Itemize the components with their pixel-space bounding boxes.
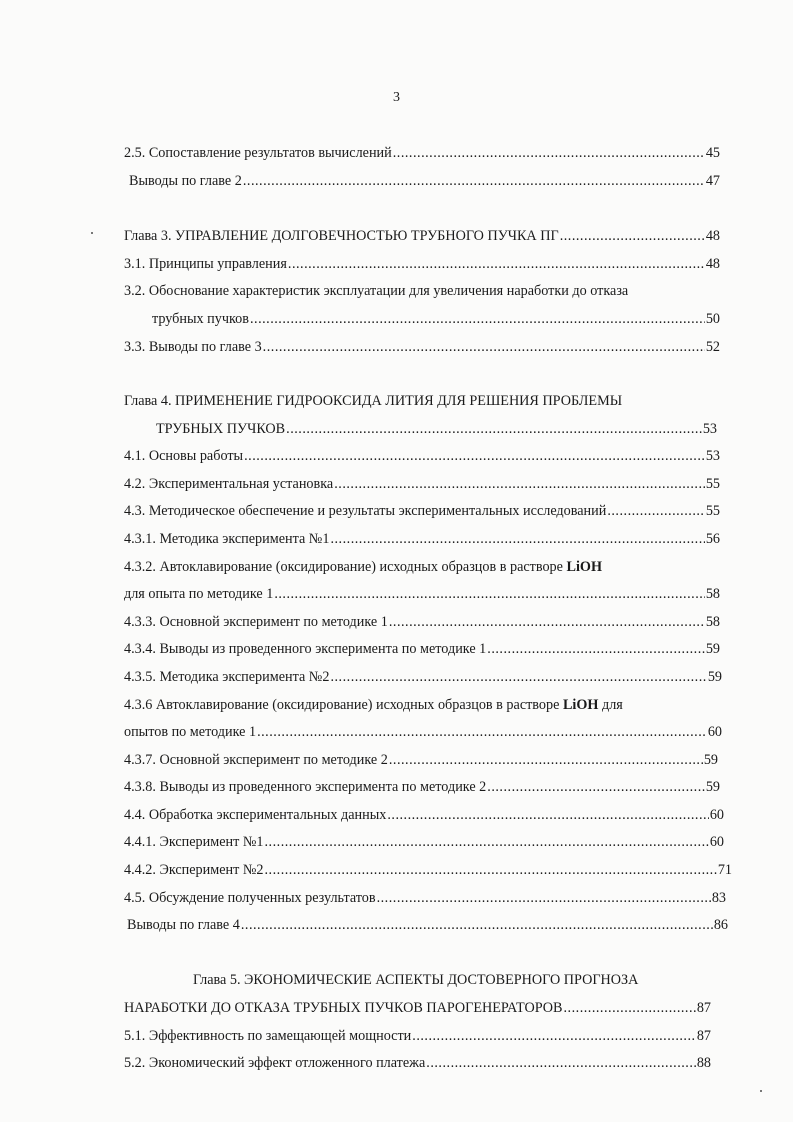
- toc-label: 4.2. Экспериментальная установка: [124, 476, 334, 492]
- toc-entry-4-4-2[interactable]: [124, 861, 732, 879]
- toc-label: Выводы по главе 4: [127, 917, 240, 933]
- toc-entry-4-3-2-line2[interactable]: [124, 585, 720, 603]
- toc-label: 3.3. Выводы по главе 3: [124, 339, 262, 355]
- toc-label-end: для: [601, 697, 623, 713]
- toc-entry-4-3-6-line2[interactable]: [124, 723, 722, 741]
- toc-entry-3-3[interactable]: [124, 338, 720, 356]
- toc-page: 86: [713, 917, 728, 933]
- toc-page: 71: [717, 862, 732, 878]
- toc-label: 4.4. Обработка экспериментальных данных: [124, 807, 387, 823]
- toc-leader: [257, 723, 707, 741]
- toc-entry-chapter-5-line2[interactable]: [124, 999, 711, 1017]
- toc-page: 55: [705, 476, 720, 492]
- toc-entry-4-3-5[interactable]: [124, 668, 722, 686]
- toc-label: 4.1. Основы работы: [124, 448, 244, 464]
- toc-page: 53: [705, 448, 720, 464]
- toc-leader: [288, 255, 705, 273]
- toc-leader: [334, 475, 705, 493]
- toc-page: 60: [709, 807, 724, 823]
- toc-entry-4-3-3[interactable]: [124, 613, 720, 631]
- toc-entry-4-3-1[interactable]: [124, 530, 720, 548]
- toc-leader: [263, 338, 705, 356]
- toc-page: 55: [705, 503, 720, 519]
- toc-leader: [265, 861, 717, 879]
- toc-leader: [241, 916, 713, 934]
- toc-page: 59: [703, 752, 718, 768]
- toc-label: ТРУБНЫХ ПУЧКОВ: [156, 421, 286, 437]
- toc-label: для опыта по методике 1: [124, 586, 274, 602]
- toc-entry-5-2[interactable]: [124, 1054, 711, 1072]
- toc-page: 58: [705, 614, 720, 630]
- toc-page: 88: [696, 1055, 711, 1071]
- chemical-formula: LiOH: [562, 697, 599, 713]
- toc-leader: [265, 833, 709, 851]
- toc-page: 45: [705, 145, 720, 161]
- toc-page: 47: [705, 173, 720, 189]
- toc-entry-4-4-1[interactable]: [124, 833, 724, 851]
- toc-entry-4-3-6-line1[interactable]: [124, 696, 623, 714]
- toc-leader: [377, 889, 711, 907]
- toc-leader: [412, 1027, 696, 1045]
- toc-page: 60: [707, 724, 722, 740]
- toc-leader: [250, 310, 705, 328]
- toc-entry-4-3-2-line1[interactable]: [124, 558, 602, 576]
- toc-entry-3-1[interactable]: [124, 255, 720, 273]
- toc-label: трубных пучков: [152, 311, 249, 327]
- toc-page: 58: [705, 586, 720, 602]
- toc-page: 59: [705, 779, 720, 795]
- toc-label: 4.4.2. Эксперимент №2: [124, 862, 264, 878]
- toc-page: 50: [705, 311, 720, 327]
- toc-page: 56: [705, 531, 720, 547]
- scan-speck: [91, 232, 93, 234]
- toc-entry-3-2-line1[interactable]: 3.2. Обоснование характеристик эксплуатации для увеличения наработки до отказа: [124, 283, 629, 299]
- toc-entry-4-3-7[interactable]: [124, 751, 718, 769]
- toc-page: 87: [696, 1000, 711, 1016]
- toc-label: 4.3. Методическое обеспечение и результаты экспериментальных исследований: [124, 503, 607, 519]
- toc-page: 48: [705, 228, 720, 244]
- toc-label: НАРАБОТКИ ДО ОТКАЗА ТРУБНЫХ ПУЧКОВ ПАРОГЕНЕРАТОРОВ: [124, 1000, 563, 1016]
- toc-leader: [244, 447, 705, 465]
- toc-label: 4.3.7. Основной эксперимент по методике 2: [124, 752, 388, 768]
- toc-page: 59: [707, 669, 722, 685]
- toc-entry-chapter-4-line1[interactable]: Глава 4. ПРИМЕНЕНИЕ ГИДРООКСИДА ЛИТИЯ ДЛЯ РЕШЕНИЯ ПРОБЛЕМЫ: [124, 393, 623, 409]
- toc-label: 4.3.4. Выводы из проведенного эксперимента по методике 1: [124, 641, 487, 657]
- toc-entry-4-3-4[interactable]: [124, 640, 720, 658]
- toc-label: Глава 3. УПРАВЛЕНИЕ ДОЛГОВЕЧНОСТЬЮ ТРУБНОГО ПУЧКА ПГ: [124, 228, 559, 244]
- toc-leader: [560, 227, 705, 245]
- toc-entry-4-3-8[interactable]: [124, 778, 720, 796]
- chemical-formula: LiOH: [566, 559, 602, 575]
- toc-page: 87: [696, 1028, 711, 1044]
- toc-entry-2-5[interactable]: [124, 144, 720, 162]
- toc-label: 4.3.1. Методика эксперимента №1: [124, 531, 330, 547]
- toc-entry-conclusions-ch2[interactable]: [129, 172, 720, 190]
- toc-entry-5-1[interactable]: [124, 1027, 711, 1045]
- page-number: 3: [393, 90, 400, 105]
- toc-leader: [487, 778, 705, 796]
- toc-leader: [387, 806, 708, 824]
- toc-label: 3.1. Принципы управления: [124, 256, 287, 272]
- toc-label: Выводы по главе 2: [129, 173, 242, 189]
- toc-leader: [286, 420, 702, 438]
- toc-entry-4-4[interactable]: [124, 806, 724, 824]
- toc-leader: [274, 585, 705, 603]
- toc-leader: [426, 1054, 696, 1072]
- toc-label: 4.4.1. Эксперимент №1: [124, 834, 264, 850]
- toc-page: 83: [711, 890, 726, 906]
- toc-entry-4-1[interactable]: [124, 447, 720, 465]
- toc-page: 59: [705, 641, 720, 657]
- toc-leader: [607, 502, 704, 520]
- toc-page: 48: [705, 256, 720, 272]
- toc-page: 60: [709, 834, 724, 850]
- toc-leader: [393, 144, 705, 162]
- toc-page: 52: [705, 339, 720, 355]
- toc-entry-chapter-5-line1[interactable]: Глава 5. ЭКОНОМИЧЕСКИЕ АСПЕКТЫ ДОСТОВЕРНОГО ПРОГНОЗА: [193, 972, 639, 988]
- toc-leader: [243, 172, 705, 190]
- toc-leader: [564, 999, 696, 1017]
- toc-entry-4-2[interactable]: [124, 475, 720, 493]
- toc-entry-4-5[interactable]: [124, 889, 726, 907]
- toc-entry-chapter-3[interactable]: [124, 227, 720, 245]
- toc-label: 4.3.5. Методика эксперимента №2: [124, 669, 330, 685]
- toc-leader: [389, 613, 705, 631]
- toc-entry-3-2-line2[interactable]: [152, 310, 720, 328]
- toc-label: 4.5. Обсуждение полученных результатов: [124, 890, 376, 906]
- scan-speck: [760, 1090, 762, 1092]
- toc-leader: [487, 640, 705, 658]
- toc-label: 5.1. Эффективность по замещающей мощности: [124, 1028, 412, 1044]
- toc-label: 5.2. Экономический эффект отложенного платежа: [124, 1055, 426, 1071]
- toc-label: 4.3.3. Основной эксперимент по методике 1: [124, 614, 388, 630]
- toc-leader: [330, 668, 706, 686]
- toc-label: 2.5. Сопоставление результатов вычислений: [124, 145, 392, 161]
- toc-label: 4.3.2. Автоклавирование (оксидирование) исходных образцов в растворе: [124, 559, 563, 575]
- toc-label: опытов по методике 1: [124, 724, 257, 740]
- toc-page: 53: [702, 421, 717, 437]
- toc-label: 4.3.6 Автоклавирование (оксидирование) исходных образцов в растворе: [124, 697, 560, 713]
- toc-label: 4.3.8. Выводы из проведенного эксперимента по методике 2: [124, 779, 487, 795]
- toc-entry-chapter-4-line2[interactable]: [156, 420, 717, 438]
- toc-leader: [330, 530, 704, 548]
- toc-entry-4-3[interactable]: [124, 502, 720, 520]
- toc-leader: [389, 751, 703, 769]
- toc-entry-conclusions-ch4[interactable]: [127, 916, 728, 934]
